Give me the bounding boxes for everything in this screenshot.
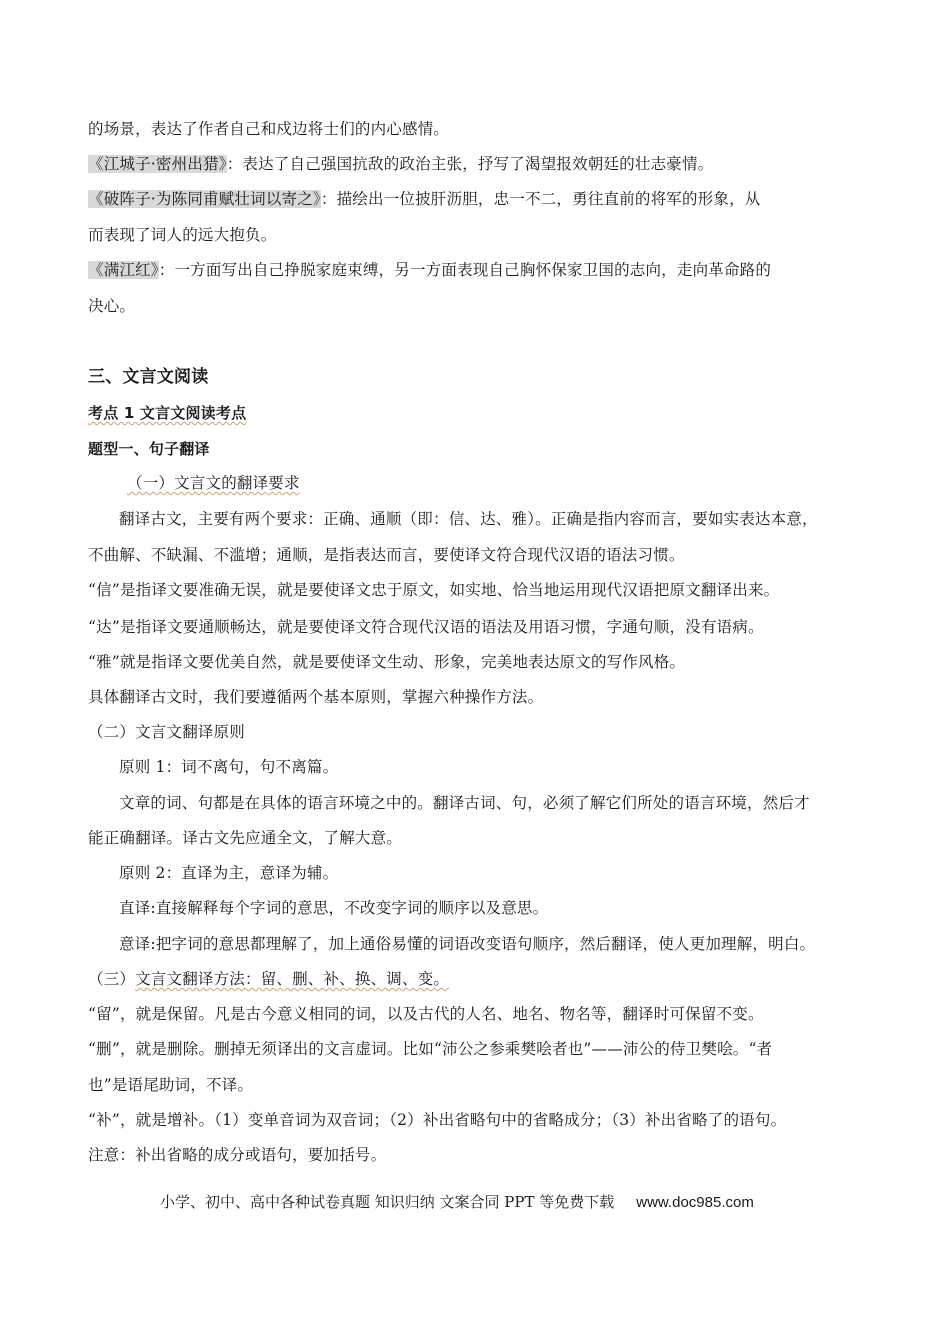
yiyi-definition: 意译:把字词的意思都理解了，加上通俗易懂的词语改变语句顺序，然后翻译，使人更加理解，明白。 bbox=[119, 935, 816, 953]
intro-paragraph-manjianghong-cont: 决心。 bbox=[88, 297, 136, 315]
part1-paragraph-line-1: 翻译古文，主要有两个要求：正确、通顺（即：信、达、雅）。正确是指内容而言，要如实表达本意， bbox=[119, 510, 818, 528]
part1-ya: “雅”就是指译文要优美自然，就是要使译文生动、形象，完美地表达原文的写作风格。 bbox=[88, 653, 686, 671]
method-liu: “留”，就是保留。凡是古今意义相同的词，以及古代的人名、地名、物名等，翻译时可保留不变。 bbox=[88, 1005, 764, 1023]
intro-line-1: 的场景，表达了作者自己和戍边将士们的内心感情。 bbox=[88, 120, 450, 138]
intro-paragraph-pozhenzi-cont: 而表现了词人的远大抱负。 bbox=[88, 226, 277, 244]
principle-1-line-1: 文章的词、句都是在具体的语言环境之中的。翻译古词、句，必须了解它们所处的语言环境，然后才 bbox=[119, 794, 810, 812]
part1-xin: “信”是指译文要准确无误，就是要使译文忠于原文，如实地、恰当地运用现代汉语把原文翻译出来。 bbox=[88, 581, 780, 599]
principle-2: 原则 2：直译为主，意译为辅。 bbox=[119, 864, 339, 882]
principle-1-line-2: 能正确翻译。译古文先应通全文，了解大意。 bbox=[88, 829, 403, 847]
footer-url[interactable]: www.doc985.com bbox=[636, 1194, 754, 1211]
part2-title: （二）文言文翻译原则 bbox=[88, 723, 246, 741]
highlighted-title: 《满江红》 bbox=[88, 261, 159, 279]
tixing-heading: 题型一、句子翻译 bbox=[88, 440, 210, 458]
method-bu-note: 注意：补出省略的成分或语句，要加括号。 bbox=[88, 1146, 387, 1164]
method-bu: “补”，就是增补。（1）变单音词为双音词；（2）补出省略句中的省略成分；（3）补出省略了的语句。 bbox=[88, 1111, 787, 1129]
part1-paragraph-line-2: 不曲解、不缺漏、不滥增；通顺，是指表达而言，要使译文符合现代汉语的语法习惯。 bbox=[88, 546, 685, 564]
principle-1: 原则 1：词不离句，句不离篇。 bbox=[119, 758, 339, 776]
part3-title bbox=[88, 968, 878, 990]
part1-title-text: （一）文言文的翻译要求 bbox=[127, 474, 300, 492]
highlighted-title: 《破阵子·为陈同甫赋壮词以寄之》 bbox=[88, 190, 321, 208]
part1-da: “达”是指译文要通顺畅达，就是要使译文符合现代汉语的语法及用语习惯，字通句顺，没有语病。 bbox=[88, 618, 764, 636]
footer-text: 小学、初中、高中各种试卷真题 知识归纳 文案合同 PPT 等免费下载 bbox=[160, 1193, 615, 1211]
kaodian-heading-text: 考点 1 文言文阅读考点 bbox=[88, 404, 247, 422]
part1-title bbox=[127, 472, 917, 494]
intro-paragraph-manjianghong bbox=[88, 259, 878, 281]
zhiyi-definition: 直译:直接解释每个字词的意思，不改变字词的顺序以及意思。 bbox=[119, 899, 549, 917]
paragraph-text: ：描绘出一位披肝沥胆，忠一不二，勇往直前的将军的形象，从 bbox=[320, 190, 761, 208]
part3-title-text: 文言文翻译方法：留、删、补、换、调、变。 bbox=[135, 970, 450, 988]
part1-summary: 具体翻译古文时，我们要遵循两个基本原则，掌握六种操作方法。 bbox=[88, 688, 544, 706]
paragraph-text: ：一方面写出自己挣脱家庭束缚，另一方面表现自己胸怀保家卫国的志向，走向革命路的 bbox=[158, 261, 772, 279]
method-shan-line-2: 也”是语尾助词，不译。 bbox=[88, 1076, 254, 1094]
section-heading: 三、文言文阅读 bbox=[88, 367, 209, 387]
page-footer bbox=[160, 1192, 860, 1213]
highlighted-title: 《江城子·密州出猎》 bbox=[88, 155, 227, 173]
intro-paragraph-pozhenzi bbox=[88, 188, 878, 210]
part3-title-prefix: （三） bbox=[88, 970, 136, 988]
method-shan-line-1: “删”，就是删除。删掉无须译出的文言虚词。比如“沛公之参乘樊哙者也”——沛公的侍卫樊哙。“者 bbox=[88, 1040, 773, 1058]
paragraph-text: ：表达了自己强国抗敌的政治主张，抒写了渴望报效朝廷的壮志豪情。 bbox=[226, 155, 714, 173]
kaodian-heading bbox=[88, 402, 878, 424]
intro-paragraph-jiangchengzi bbox=[88, 153, 878, 175]
